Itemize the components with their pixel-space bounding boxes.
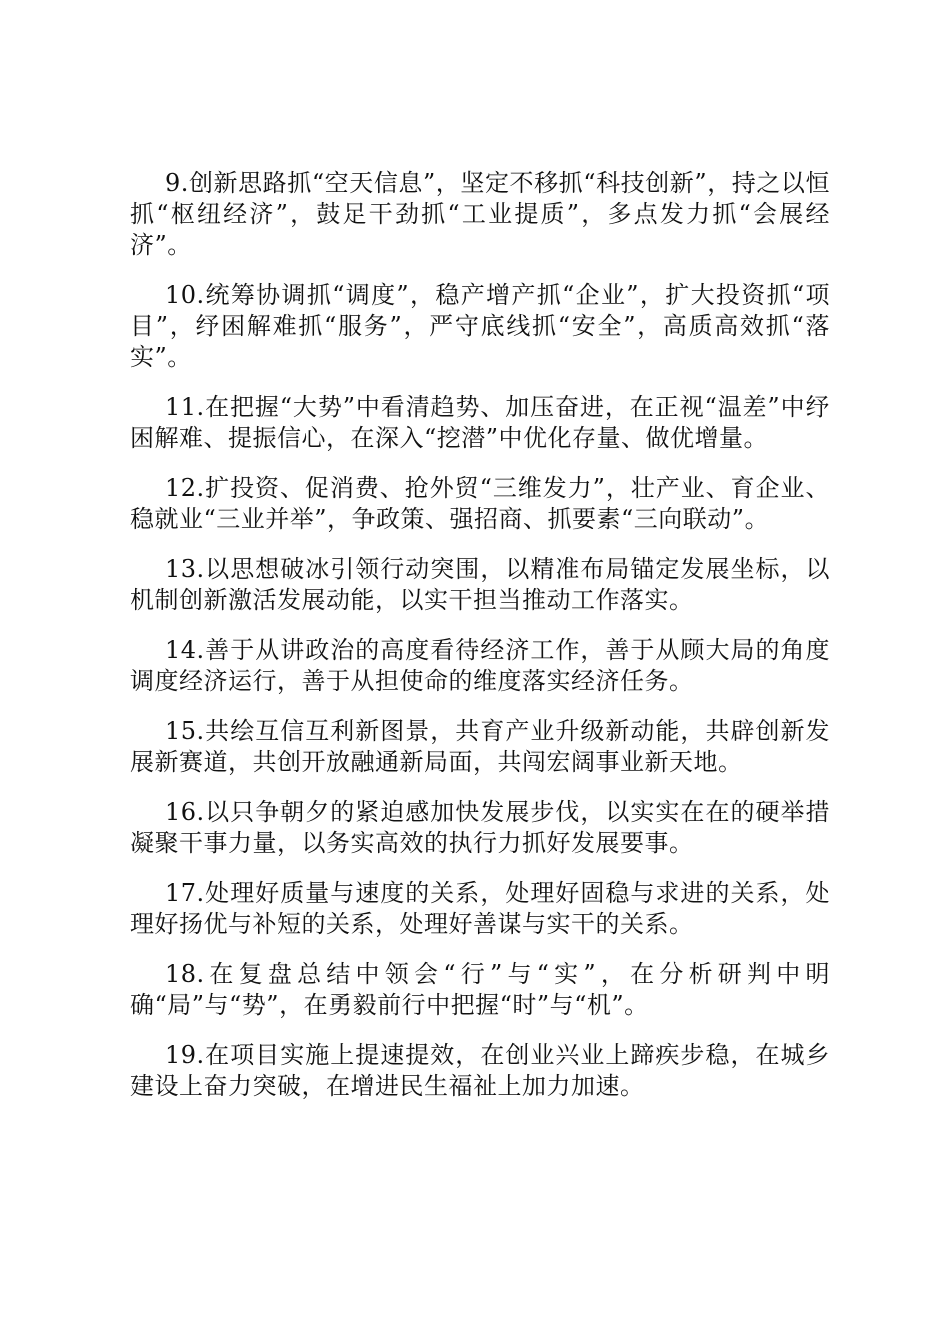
- paragraph-11: 11.在把握“大势”中看清趋势、加压奋进，在正视“温差”中纾困解难、提振信心，在深入“挖潜”中优化存量、做优增量。: [130, 393, 830, 452]
- paragraph-10: 10.统筹协调抓“调度”，稳产增产抓“企业”，扩大投资抓“项目”，纾困解难抓“服务”，严守底线抓“安全”，高质高效抓“落实”。: [130, 281, 830, 371]
- paragraph-18: 18.在复盘总结中领会“行”与“实”，在分析研判中明确“局”与“势”，在勇毅前行中把握“时”与“机”。: [130, 960, 830, 1019]
- document-body: [130, 168, 830, 1121]
- paragraph-12: 12.扩投资、促消费、抢外贸“三维发力”，壮产业、育企业、稳就业“三业并举”，争政策、强招商、抓要素“三向联动”。: [130, 474, 830, 533]
- paragraph-16: 16.以只争朝夕的紧迫感加快发展步伐，以实实在在的硬举措凝聚干事力量，以务实高效的执行力抓好发展要事。: [130, 798, 830, 857]
- paragraph-13: 13.以思想破冰引领行动突围，以精准布局锚定发展坐标，以机制创新激活发展动能，以实干担当推动工作落实。: [130, 555, 830, 614]
- paragraph-9: 9.创新思路抓“空天信息”，坚定不移抓“科技创新”，持之以恒抓“枢纽经济”，鼓足干劲抓“工业提质”，多点发力抓“会展经济”。: [130, 169, 830, 259]
- paragraph-17: 17.处理好质量与速度的关系，处理好固稳与求进的关系，处理好扬优与补短的关系，处理好善谋与实干的关系。: [130, 879, 830, 938]
- paragraph-19: 19.在项目实施上提速提效，在创业兴业上蹄疾步稳，在城乡建设上奋力突破，在增进民生福祉上加力加速。: [130, 1041, 830, 1100]
- paragraph-15: 15.共绘互信互利新图景，共育产业升级新动能，共辟创新发展新赛道，共创开放融通新局面，共闯宏阔事业新天地。: [130, 717, 830, 776]
- paragraph-14: 14.善于从讲政治的高度看待经济工作，善于从顾大局的角度调度经济运行，善于从担使命的维度落实经济任务。: [130, 636, 830, 695]
